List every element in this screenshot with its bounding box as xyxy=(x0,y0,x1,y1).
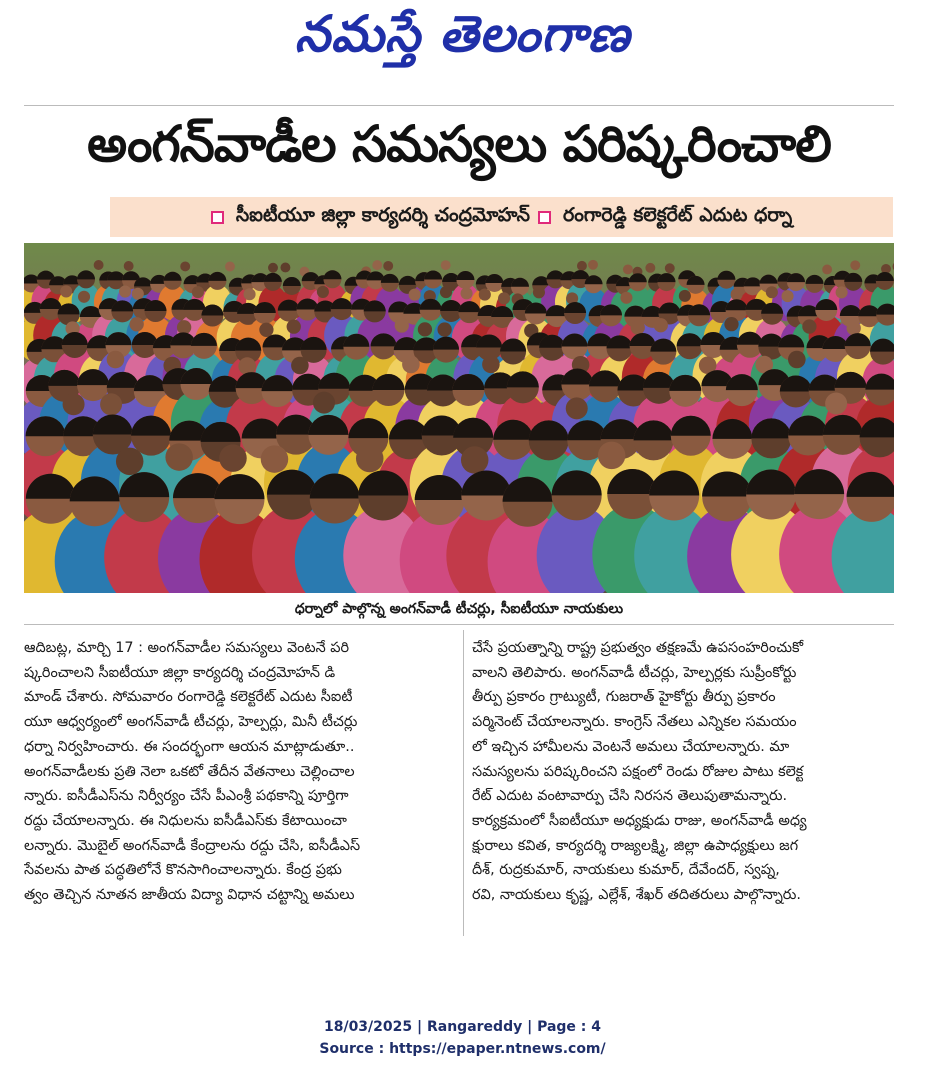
raised-fist xyxy=(623,264,633,274)
raised-fist xyxy=(822,265,832,275)
body-line: సేవలను పాత పద్ధతిలోనే కొనసాగించాలన్నారు. కేంద్ర ప్రభు xyxy=(24,862,342,879)
article-photo xyxy=(24,243,894,593)
raised-fist xyxy=(100,393,122,415)
body-line: రేట్ ఎదుట వంటావార్పు చేసి నిరసన తెలుపుతామన్నారు. xyxy=(472,788,788,805)
raised-fist xyxy=(409,289,421,301)
body-line: లన్నారు. మొబైల్ అంగన్‌వాడీ కేంద్రాలను రద్దు చేసి, ఐసీడీఎస్ xyxy=(24,837,361,854)
body-line: న్నారు. ఐసీడీఎస్‌ను నిర్వీర్యం చేసే పీఎంశ్రీ పథకాన్ని పూర్తిగా xyxy=(24,788,349,805)
article-headline: అంగన్‌వాడీల సమస్యలు పరిష్కరించాలి xyxy=(87,114,831,173)
bullet-square-icon xyxy=(211,211,224,224)
raised-fist xyxy=(177,320,191,334)
raised-fist xyxy=(313,392,335,414)
body-line: క్షురాలు కవిత, కార్యదర్శి రాజ్యలక్ష్మి, జిల్లా ఉపాధ్యక్షులు జగ xyxy=(472,837,799,854)
body-line: మాండ్ చేశారు. సోమవారం రంగారెడ్డి కలెక్టరేట్ ఎదుట సీఐటీ xyxy=(24,689,353,706)
raised-fist xyxy=(225,262,235,272)
body-line: చేసే ప్రయత్నాన్ని రాష్ట్ర ప్రభుత్వం తక్షణమే ఉపసంహరించుకో xyxy=(472,640,804,656)
raised-fist xyxy=(317,286,329,298)
newspaper-logo: నమస్తే తెలంగాణ xyxy=(294,4,631,63)
body-line: ష్కరించాలని సీఐటీయూ జిల్లా కార్యదర్శి చంద్రమోహన్ డి xyxy=(24,664,336,681)
raised-fist xyxy=(533,286,545,298)
raised-fist xyxy=(620,292,632,304)
body-line: రద్దు చేయాలన్నారు. ఈ నిధులను ఐసీడీఎస్‌కు కేటాయించా xyxy=(24,812,347,829)
raised-fist xyxy=(116,448,144,476)
raised-fist xyxy=(280,263,290,273)
raised-fist xyxy=(259,323,273,337)
page-footer xyxy=(0,1016,925,1060)
body-line: ధర్నా నిర్వహించారు. ఈ సందర్భంగా ఆయన మాట్లాడుతూ.. xyxy=(24,738,355,755)
raised-fist xyxy=(766,286,778,298)
body-line: దీశ్, రుద్రకుమార్, నాయకులు కుమార్, దేవేందర్, స్వప్న, xyxy=(472,862,780,879)
raised-fist xyxy=(482,356,500,374)
raised-fist xyxy=(788,351,806,369)
body-line: త్వం తెచ్చిన నూతన జాతీయ విద్యా విధాన చట్టాన్ని అమలు xyxy=(24,887,355,904)
body-line: లో ఇచ్చిన హామీలను వెంటనే అమలు చేయాలన్నారు. మా xyxy=(472,738,790,755)
raised-fist xyxy=(418,322,432,336)
body-line: పర్మినెంట్ చేయాలన్నారు. కాంగ్రెస్ నేతలు ఎన్నికల సమయం xyxy=(472,714,797,731)
raised-fist xyxy=(268,263,278,273)
raised-fist xyxy=(287,319,301,333)
subhead-1: సీఐటీయూ జిల్లా కార్యదర్శి చంద్రమోహన్ xyxy=(235,203,530,226)
raised-fist xyxy=(598,442,626,470)
footer-source-line: Source : https://epaper.ntnews.com/ xyxy=(319,1041,606,1057)
raised-fist xyxy=(836,286,848,298)
masthead xyxy=(0,0,925,80)
body-line: తీర్పు ప్రకారం గ్రాట్యుటీ, గుజరాత్ హైకోర్టు తీర్పు ప్రకారం xyxy=(472,689,776,706)
raised-fist xyxy=(130,317,144,331)
raised-fist xyxy=(781,290,793,302)
subhead-bar xyxy=(110,197,893,237)
body-line: ఆదిబట్ల, మార్చి 17 : అంగన్‌వాడీల సమస్యలు వెంటనే పరి xyxy=(24,640,350,656)
body-line: యూ ఆధ్వర్యంలో అంగన్‌వాడీ టీచర్లు, హెల్పర్లు, మినీ టీచర్లు xyxy=(24,714,358,731)
column-divider xyxy=(463,630,464,936)
article-body-left xyxy=(24,636,458,936)
raised-fist xyxy=(78,291,90,303)
raised-fist xyxy=(461,446,489,474)
raised-fist xyxy=(180,261,190,271)
raised-fist xyxy=(731,288,743,300)
raised-fist xyxy=(645,263,655,273)
raised-fist xyxy=(63,393,85,415)
raised-fist xyxy=(577,261,587,271)
bullet-square-icon xyxy=(538,211,551,224)
raised-fist xyxy=(437,322,451,336)
raised-fist xyxy=(402,356,420,374)
raised-fist xyxy=(825,393,847,415)
raised-fist xyxy=(441,260,451,270)
raised-fist xyxy=(654,318,668,332)
raised-fist xyxy=(395,318,409,332)
raised-fist xyxy=(479,289,491,301)
raised-fist xyxy=(665,263,675,273)
raised-fist xyxy=(124,261,134,271)
article-body-right xyxy=(472,636,894,936)
raised-fist xyxy=(107,351,125,369)
raised-fist xyxy=(724,317,738,331)
photo-caption: ధర్నాలో పాల్గొన్న అంగన్‌వాడీ టీచర్లు, సీఐటీయూ నాయకులు xyxy=(24,596,894,625)
raised-fist xyxy=(165,443,193,471)
raised-fist xyxy=(94,260,104,270)
raised-fist xyxy=(356,445,384,473)
body-line: రవి, నాయకులు కృష్ణ, ఎల్లేశ్, శేఖర్ తదితరులు పాల్గొన్నారు. xyxy=(472,887,801,904)
raised-fist xyxy=(566,397,588,419)
raised-fist xyxy=(261,445,289,473)
raised-fist xyxy=(631,320,645,334)
raised-fist xyxy=(588,260,598,270)
raised-fist xyxy=(498,292,510,304)
protest-crowd-photo xyxy=(24,243,894,593)
body-line: అంగన్‌వాడీలకు ప్రతి నెలా ఒకటో తేదీన వేతనాలు చెల్లించాల xyxy=(24,763,355,780)
body-line: కార్యక్రమంలో సీఐటీయూ అధ్యక్షుడు రాజు, అంగన్‌వాడీ అధ్య xyxy=(472,812,807,829)
raised-fist xyxy=(132,288,144,300)
raised-fist xyxy=(372,260,382,270)
raised-fist xyxy=(383,261,393,271)
body-line: సమస్యలను పరిష్కరించని పక్షంలో రెండు రోజుల పాటు కలెక్ట xyxy=(472,763,804,780)
raised-fist xyxy=(440,286,452,298)
raised-fist xyxy=(60,285,72,297)
subhead-2: రంగారెడ్డి కలెక్టరేట్ ఎదుట ధర్నా xyxy=(563,203,793,226)
raised-fist xyxy=(119,286,131,298)
raised-fist xyxy=(244,288,256,300)
raised-fist xyxy=(219,444,247,472)
raised-fist xyxy=(850,260,860,270)
footer-date-line: 18/03/2025 | Rangareddy | Page : 4 xyxy=(323,1019,602,1035)
raised-fist xyxy=(679,290,691,302)
body-line: వాలని తెలిపారు. అంగన్‌వాడీ టీచర్లు, హెల్పర్లకు సుప్రీంకోర్టు xyxy=(472,664,797,681)
raised-fist xyxy=(291,357,309,375)
raised-fist xyxy=(802,319,816,333)
raised-fist xyxy=(461,287,473,299)
raised-fist xyxy=(192,286,204,298)
